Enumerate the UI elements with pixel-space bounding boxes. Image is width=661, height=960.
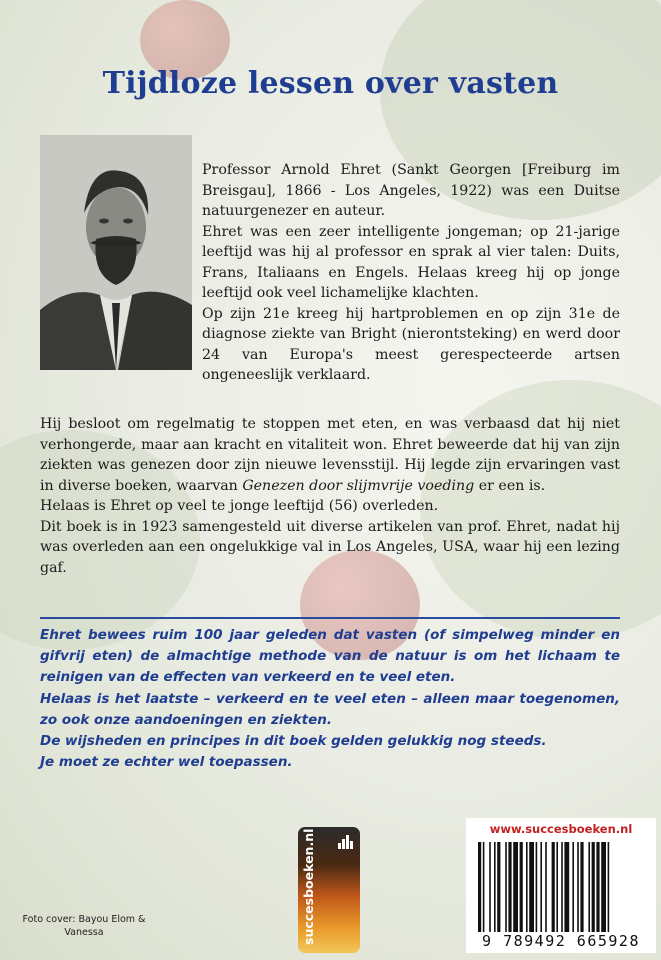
publisher-logo	[298, 827, 360, 953]
quote-line: Ehret bewees ruim 100 jaar geleden dat vasten (of simpelweg minder en gifvrij eten) de almachtige methode van de natuur is om het lichaam te reinigen van de effecten van verkeerd en te veel eten.	[40, 627, 620, 686]
highlight-quote	[40, 625, 620, 773]
barcode-panel	[466, 818, 656, 953]
website-url: www.succesboeken.nl	[489, 822, 633, 836]
intro-paragraph: Ehret was een zeer intelligente jongeman; op 21-jarige leeftijd was hij al professor en sprak al vier talen: Duits, Frans, Italiaans en Engels. Helaas kreeg hij op jonge leeftijd ook veel lichamelijke klachten.	[202, 223, 620, 301]
author-portrait	[40, 135, 192, 370]
page-title: Tijdloze lessen over vasten	[102, 66, 559, 101]
book-title: Genezen door slijmvrije voeding	[242, 477, 475, 494]
body-paragraph	[40, 414, 620, 496]
publisher-logo-text: succesboeken.nl	[301, 828, 316, 945]
body-paragraph: Dit boek is in 1923 samengesteld uit diverse artikelen van prof. Ehret, nadat hij was overleden aan een ongelukkige val in Los Angeles, USA, waar hij een lezing gaf.	[40, 518, 620, 576]
quote-line: Helaas is het laatste – verkeerd en te veel eten – alleen maar toegenomen, zo ook onze aandoeningen en ziekten.	[40, 690, 620, 728]
portrait-illustration	[40, 135, 192, 370]
intro-paragraph: Professor Arnold Ehret (Sankt Georgen [Freiburg im Breisgau], 1866 - Los Angeles, 1922) was een Duitse natuurgenezer en auteur.	[202, 162, 620, 219]
quote-line: Je moet ze echter wel toepassen.	[40, 754, 293, 771]
quote-line: De wijsheden en principes in dit boek gelden gelukkig nog steeds.	[40, 733, 547, 750]
intro-text	[202, 160, 620, 386]
bars-icon	[338, 835, 354, 849]
barcode-icon	[478, 842, 646, 932]
photo-credit: Foto cover: Bayou Elom & Vanessa	[22, 914, 146, 938]
body-paragraph: Helaas is Ehret op veel te jonge leeftijd (56) overleden.	[40, 498, 439, 514]
isbn-number: 9 789492 665928	[482, 932, 640, 950]
body-text-run: er een is.	[474, 477, 546, 494]
body-text	[40, 414, 620, 578]
intro-paragraph: Op zijn 21e kreeg hij hartproblemen en op zijn 31e de diagnose ziekte van Bright (nierontsteking) en werd door 24 van Europa's meest gerespecteerde artsen ongeneeslijk verklaard.	[202, 305, 620, 383]
body-text-run: Hij besloot om regelmatig te stoppen met eten, en was verbaasd dat hij niet verhongerde, maar aan kracht en vitaliteit won. Ehret beweerde dat hij van zijn ziekten was genezen door zijn nieuwe levensstijl. Hij legde zijn ervaringen vast in diverse boeken, waarvan	[40, 416, 620, 494]
divider	[40, 617, 620, 619]
